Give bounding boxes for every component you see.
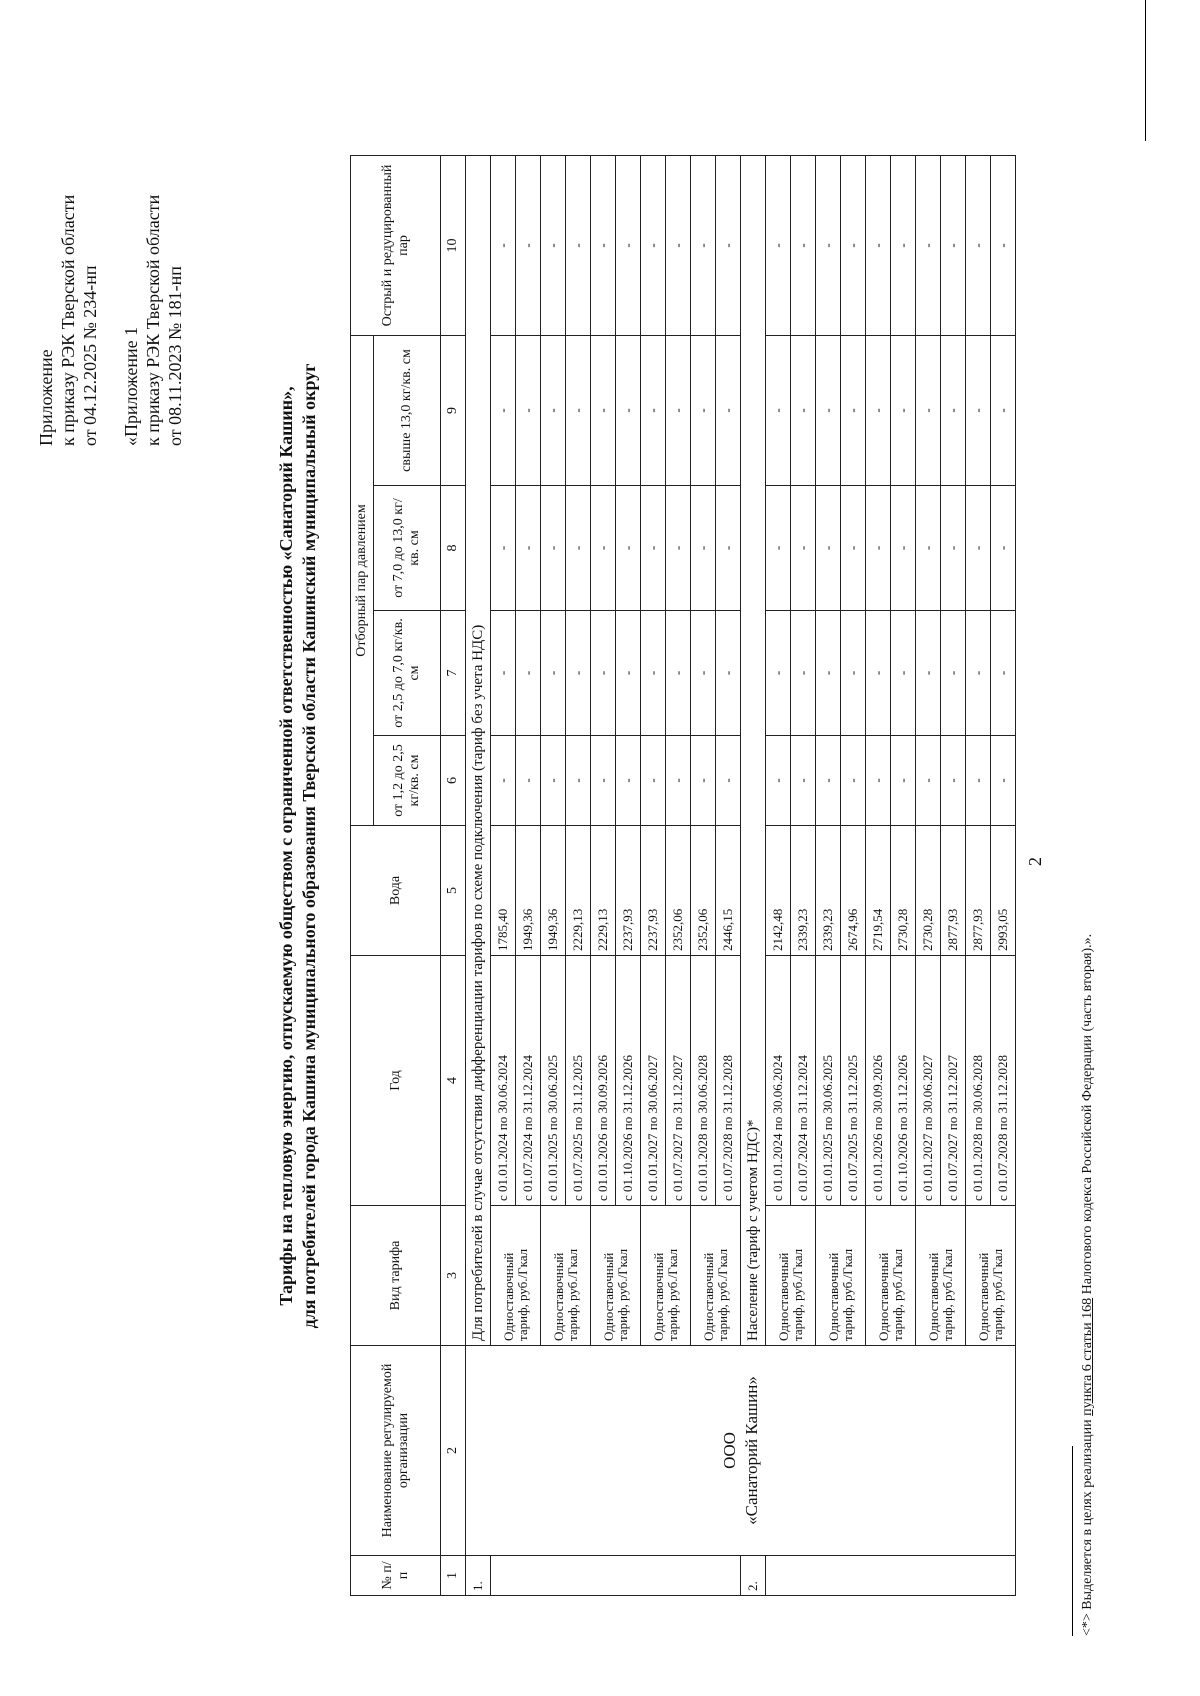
column-number-row: [441, 155, 466, 1595]
tariff-type-line: Одноставочный: [975, 1252, 991, 1341]
water-tariff-cell: 2237,93: [641, 826, 666, 956]
tariff-type-line: Одноставочный: [500, 1252, 516, 1341]
dash-cell: -: [641, 155, 666, 335]
tariff-type-line: тариф, руб./Гкал: [889, 1248, 905, 1341]
dash-cell: -: [716, 736, 741, 826]
dash-cell: -: [666, 335, 691, 485]
header-pressure-2: от 2,5 до 7,0 кг/кв. см: [374, 611, 441, 736]
dash-cell: -: [566, 155, 591, 335]
water-tariff-cell: 1949,36: [516, 826, 541, 956]
dash-cell: -: [816, 486, 841, 611]
header-sharp-steam: Острый и редуцированный пар: [351, 155, 441, 335]
water-tariff-cell: 2877,93: [966, 826, 991, 956]
signature-line: [1145, 0, 1146, 141]
dash-cell: -: [816, 335, 841, 485]
tariff-type-line: тариф, руб./Гкал: [989, 1248, 1005, 1341]
dash-cell: -: [891, 486, 916, 611]
dash-cell: -: [966, 155, 991, 335]
water-tariff-cell: 2730,28: [916, 826, 941, 956]
footnote-tail: Налогового кодекса Российской Федерации (часть вторая).».: [1080, 933, 1095, 1298]
dash-cell: -: [866, 611, 891, 736]
dash-cell: -: [666, 155, 691, 335]
water-tariff-cell: 2446,15: [716, 826, 741, 956]
dash-cell: -: [541, 736, 566, 826]
tariff-type-cell: [491, 1206, 541, 1346]
dash-cell: -: [966, 736, 991, 826]
dash-cell: -: [716, 155, 741, 335]
column-number: 2: [441, 1346, 466, 1556]
footnote-lead: <*> Выделяется в целях реализации: [1080, 1415, 1095, 1636]
dash-cell: -: [841, 486, 866, 611]
dash-cell: -: [866, 335, 891, 485]
header-row-1: [351, 155, 374, 1595]
dash-cell: -: [791, 335, 816, 485]
dash-cell: -: [591, 155, 616, 335]
page-title: Тарифы на тепловую энергию, отпускаемую обществом с ограниченной ответственностью «Санаторий Кашин»,: [276, 386, 296, 1306]
water-tariff-cell: 2730,28: [891, 826, 916, 956]
section-label: Для потребителей в случае отсутствия дифференциации тарифов по схеме подключения (тариф без учета НДС): [466, 155, 491, 1345]
header-num: № п/п: [351, 1556, 441, 1596]
page-subtitle: для потребителей города Кашина муниципального образования Тверской области Кашинский муниципальный округ: [299, 363, 319, 1329]
dash-cell: -: [916, 155, 941, 335]
column-number: 1: [441, 1556, 466, 1596]
appendix-1-line: от 04.12.2025 № 234-нп: [80, 265, 100, 446]
dash-cell: -: [866, 486, 891, 611]
year-cell: с 01.01.2025 по 30.06.2025: [541, 956, 566, 1206]
dash-cell: -: [516, 486, 541, 611]
tariff-type-line: Одноставочный: [825, 1252, 841, 1341]
appendix-1-line: к приказу РЭК Тверской области: [58, 194, 78, 446]
dash-cell: -: [666, 736, 691, 826]
dash-cell: -: [491, 486, 516, 611]
water-tariff-cell: 2674,96: [841, 826, 866, 956]
dash-cell: -: [516, 335, 541, 485]
dash-cell: -: [791, 486, 816, 611]
tariff-type-cell: [591, 1206, 641, 1346]
empty-num-cell: [491, 1556, 741, 1596]
appendix-2-line: «Приложение 1: [121, 326, 141, 446]
tariff-type-cell: [691, 1206, 741, 1346]
dash-cell: -: [566, 486, 591, 611]
dash-cell: -: [941, 155, 966, 335]
tariff-type-line: Одноставочный: [550, 1252, 566, 1341]
water-tariff-cell: 1949,36: [541, 826, 566, 956]
dash-cell: -: [616, 155, 641, 335]
org-name-cell: [466, 1346, 1016, 1556]
year-cell: с 01.07.2024 по 31.12.2024: [516, 956, 541, 1206]
dash-cell: -: [816, 155, 841, 335]
year-cell: с 01.01.2024 по 30.06.2024: [491, 956, 516, 1206]
dash-cell: -: [491, 611, 516, 736]
dash-cell: -: [691, 736, 716, 826]
appendix-2-line: от 08.11.2023 № 181-нп: [165, 266, 185, 446]
water-tariff-cell: 2229,13: [591, 826, 616, 956]
year-cell: с 01.01.2025 по 30.06.2025: [816, 956, 841, 1206]
footnote: [1080, 934, 1096, 1636]
dash-cell: -: [616, 736, 641, 826]
tariff-type-line: тариф, руб./Гкал: [714, 1248, 730, 1341]
tariff-type-cell: [766, 1206, 816, 1346]
page-number: 2: [1025, 857, 1045, 866]
tariff-type-cell: [816, 1206, 866, 1346]
water-tariff-cell: 2719,54: [866, 826, 891, 956]
dash-cell: -: [916, 486, 941, 611]
water-tariff-cell: 1785,40: [491, 826, 516, 956]
dash-cell: -: [566, 335, 591, 485]
dash-cell: -: [941, 486, 966, 611]
tariff-type-line: Одноставочный: [650, 1252, 666, 1341]
dash-cell: -: [891, 155, 916, 335]
water-tariff-cell: 2877,93: [941, 826, 966, 956]
section-label: Население (тариф с учетом НДС)*: [741, 155, 766, 1345]
dash-cell: -: [541, 335, 566, 485]
tariff-type-line: Одноставочный: [925, 1252, 941, 1341]
dash-cell: -: [641, 611, 666, 736]
footnote-divider: [1072, 1446, 1073, 1636]
dash-cell: -: [641, 736, 666, 826]
dash-cell: -: [691, 486, 716, 611]
dash-cell: -: [991, 611, 1016, 736]
year-cell: с 01.01.2028 по 30.06.2028: [691, 956, 716, 1206]
header-water: Вода: [351, 826, 441, 956]
dash-cell: -: [866, 736, 891, 826]
year-cell: с 01.01.2027 по 30.06.2027: [641, 956, 666, 1206]
dash-cell: -: [766, 611, 791, 736]
dash-cell: -: [791, 155, 816, 335]
dash-cell: -: [816, 611, 841, 736]
dash-cell: -: [891, 611, 916, 736]
dash-cell: -: [666, 611, 691, 736]
dash-cell: -: [841, 335, 866, 485]
tariff-type-line: Одноставочный: [700, 1252, 716, 1341]
dash-cell: -: [616, 486, 641, 611]
footnote-link[interactable]: пункта 6 статьи 168: [1080, 1297, 1095, 1416]
dash-cell: -: [841, 155, 866, 335]
dash-cell: -: [491, 335, 516, 485]
dash-cell: -: [991, 736, 1016, 826]
tariff-type-cell: [966, 1206, 1016, 1346]
dash-cell: -: [866, 155, 891, 335]
water-tariff-cell: 2339,23: [791, 826, 816, 956]
header-steam-group: Отборный пар давлением: [351, 335, 374, 825]
water-tariff-cell: 2339,23: [816, 826, 841, 956]
dash-cell: -: [916, 611, 941, 736]
column-number: 5: [441, 826, 466, 956]
tariff-type-line: тариф, руб./Гкал: [514, 1248, 530, 1341]
dash-cell: -: [716, 611, 741, 736]
tariff-type-cell: [866, 1206, 916, 1346]
empty-num-cell: [766, 1556, 1016, 1596]
year-cell: с 01.01.2026 по 30.09.2026: [866, 956, 891, 1206]
dash-cell: -: [891, 335, 916, 485]
dash-cell: -: [591, 335, 616, 485]
tariff-type-line: тариф, руб./Гкал: [789, 1248, 805, 1341]
dash-cell: -: [991, 335, 1016, 485]
appendix-2-line: к приказу РЭК Тверской области: [143, 194, 163, 446]
year-cell: с 01.07.2028 по 31.12.2028: [991, 956, 1016, 1206]
water-tariff-cell: 2237,93: [616, 826, 641, 956]
water-tariff-cell: 2352,06: [691, 826, 716, 956]
tariff-type-line: тариф, руб./Гкал: [939, 1248, 955, 1341]
dash-cell: -: [691, 155, 716, 335]
dash-cell: -: [616, 335, 641, 485]
dash-cell: -: [941, 335, 966, 485]
tariff-type-line: тариф, руб./Гкал: [839, 1248, 855, 1341]
dash-cell: -: [966, 335, 991, 485]
tariff-type-cell: [916, 1206, 966, 1346]
dash-cell: -: [641, 486, 666, 611]
dash-cell: -: [816, 736, 841, 826]
water-tariff-cell: 2352,06: [666, 826, 691, 956]
dash-cell: -: [566, 611, 591, 736]
year-cell: с 01.07.2024 по 31.12.2024: [791, 956, 816, 1206]
year-cell: с 01.07.2027 по 31.12.2027: [666, 956, 691, 1206]
dash-cell: -: [766, 736, 791, 826]
tariff-type-line: Одноставочный: [600, 1252, 616, 1341]
year-cell: с 01.01.2024 по 30.06.2024: [766, 956, 791, 1206]
header-tariff-type: Вид тарифа: [351, 1206, 441, 1346]
dash-cell: -: [966, 486, 991, 611]
column-number: 4: [441, 956, 466, 1206]
column-number: 10: [441, 155, 466, 335]
column-number: 3: [441, 1206, 466, 1346]
dash-cell: -: [941, 736, 966, 826]
dash-cell: -: [841, 611, 866, 736]
water-tariff-cell: 2142,48: [766, 826, 791, 956]
year-cell: с 01.01.2028 по 30.06.2028: [966, 956, 991, 1206]
dash-cell: -: [566, 736, 591, 826]
dash-cell: -: [691, 611, 716, 736]
header-pressure-4: свыше 13,0 кг/кв. см: [374, 335, 441, 485]
header-pressure-3: от 7,0 до 13,0 кг/кв. см: [374, 486, 441, 611]
dash-cell: -: [591, 736, 616, 826]
year-cell: с 01.07.2028 по 31.12.2028: [716, 956, 741, 1206]
year-cell: с 01.07.2025 по 31.12.2025: [841, 956, 866, 1206]
dash-cell: -: [766, 335, 791, 485]
year-cell: с 01.10.2026 по 31.12.2026: [891, 956, 916, 1206]
appendix-block-1: [35, 195, 101, 446]
tariff-type-line: тариф, руб./Гкал: [614, 1248, 630, 1341]
dash-cell: -: [541, 486, 566, 611]
dash-cell: -: [666, 486, 691, 611]
appendix-block-2: [120, 195, 186, 446]
dash-cell: -: [591, 486, 616, 611]
dash-cell: -: [791, 611, 816, 736]
dash-cell: -: [641, 335, 666, 485]
dash-cell: -: [991, 486, 1016, 611]
column-number: 7: [441, 611, 466, 736]
tariff-type-line: тариф, руб./Гкал: [664, 1248, 680, 1341]
tariff-type-line: тариф, руб./Гкал: [564, 1248, 580, 1341]
tariff-type-cell: [541, 1206, 591, 1346]
dash-cell: -: [766, 155, 791, 335]
dash-cell: -: [491, 155, 516, 335]
dash-cell: -: [516, 611, 541, 736]
dash-cell: -: [691, 335, 716, 485]
year-cell: с 01.07.2027 по 31.12.2027: [941, 956, 966, 1206]
dash-cell: -: [541, 155, 566, 335]
org-name-line: ООО: [719, 1432, 739, 1469]
header-pressure-1: от 1,2 до 2,5 кг/кв. см: [374, 736, 441, 826]
dash-cell: -: [991, 155, 1016, 335]
dash-cell: -: [716, 335, 741, 485]
tariff-type-cell: [641, 1206, 691, 1346]
year-cell: с 01.01.2027 по 30.06.2027: [916, 956, 941, 1206]
dash-cell: -: [916, 335, 941, 485]
dash-cell: -: [841, 736, 866, 826]
year-cell: с 01.01.2026 по 30.09.2026: [591, 956, 616, 1206]
header-org: Наименование регулируемой организации: [351, 1346, 441, 1556]
tariff-table: [350, 155, 1016, 1596]
dash-cell: -: [491, 736, 516, 826]
section-row: [466, 155, 491, 1595]
dash-cell: -: [966, 611, 991, 736]
tariff-type-line: Одноставочный: [775, 1252, 791, 1341]
water-tariff-cell: 2229,13: [566, 826, 591, 956]
dash-cell: -: [516, 736, 541, 826]
year-cell: с 01.10.2026 по 31.12.2026: [616, 956, 641, 1206]
section-number: 2.: [741, 1556, 766, 1596]
dash-cell: -: [516, 155, 541, 335]
dash-cell: -: [916, 736, 941, 826]
water-tariff-cell: 2993,05: [991, 826, 1016, 956]
appendix-1-line: Приложение: [36, 349, 56, 446]
dash-cell: -: [541, 611, 566, 736]
dash-cell: -: [891, 736, 916, 826]
dash-cell: -: [766, 486, 791, 611]
tariff-type-line: Одноставочный: [875, 1252, 891, 1341]
org-name-line: «Санаторий Кашин»: [741, 1376, 761, 1525]
dash-cell: -: [591, 611, 616, 736]
dash-cell: -: [941, 611, 966, 736]
column-number: 8: [441, 486, 466, 611]
year-cell: с 01.07.2025 по 31.12.2025: [566, 956, 591, 1206]
dash-cell: -: [716, 486, 741, 611]
column-number: 9: [441, 335, 466, 485]
header-year: Год: [351, 956, 441, 1206]
dash-cell: -: [616, 611, 641, 736]
dash-cell: -: [791, 736, 816, 826]
section-number: 1.: [466, 1556, 491, 1596]
column-number: 6: [441, 736, 466, 826]
